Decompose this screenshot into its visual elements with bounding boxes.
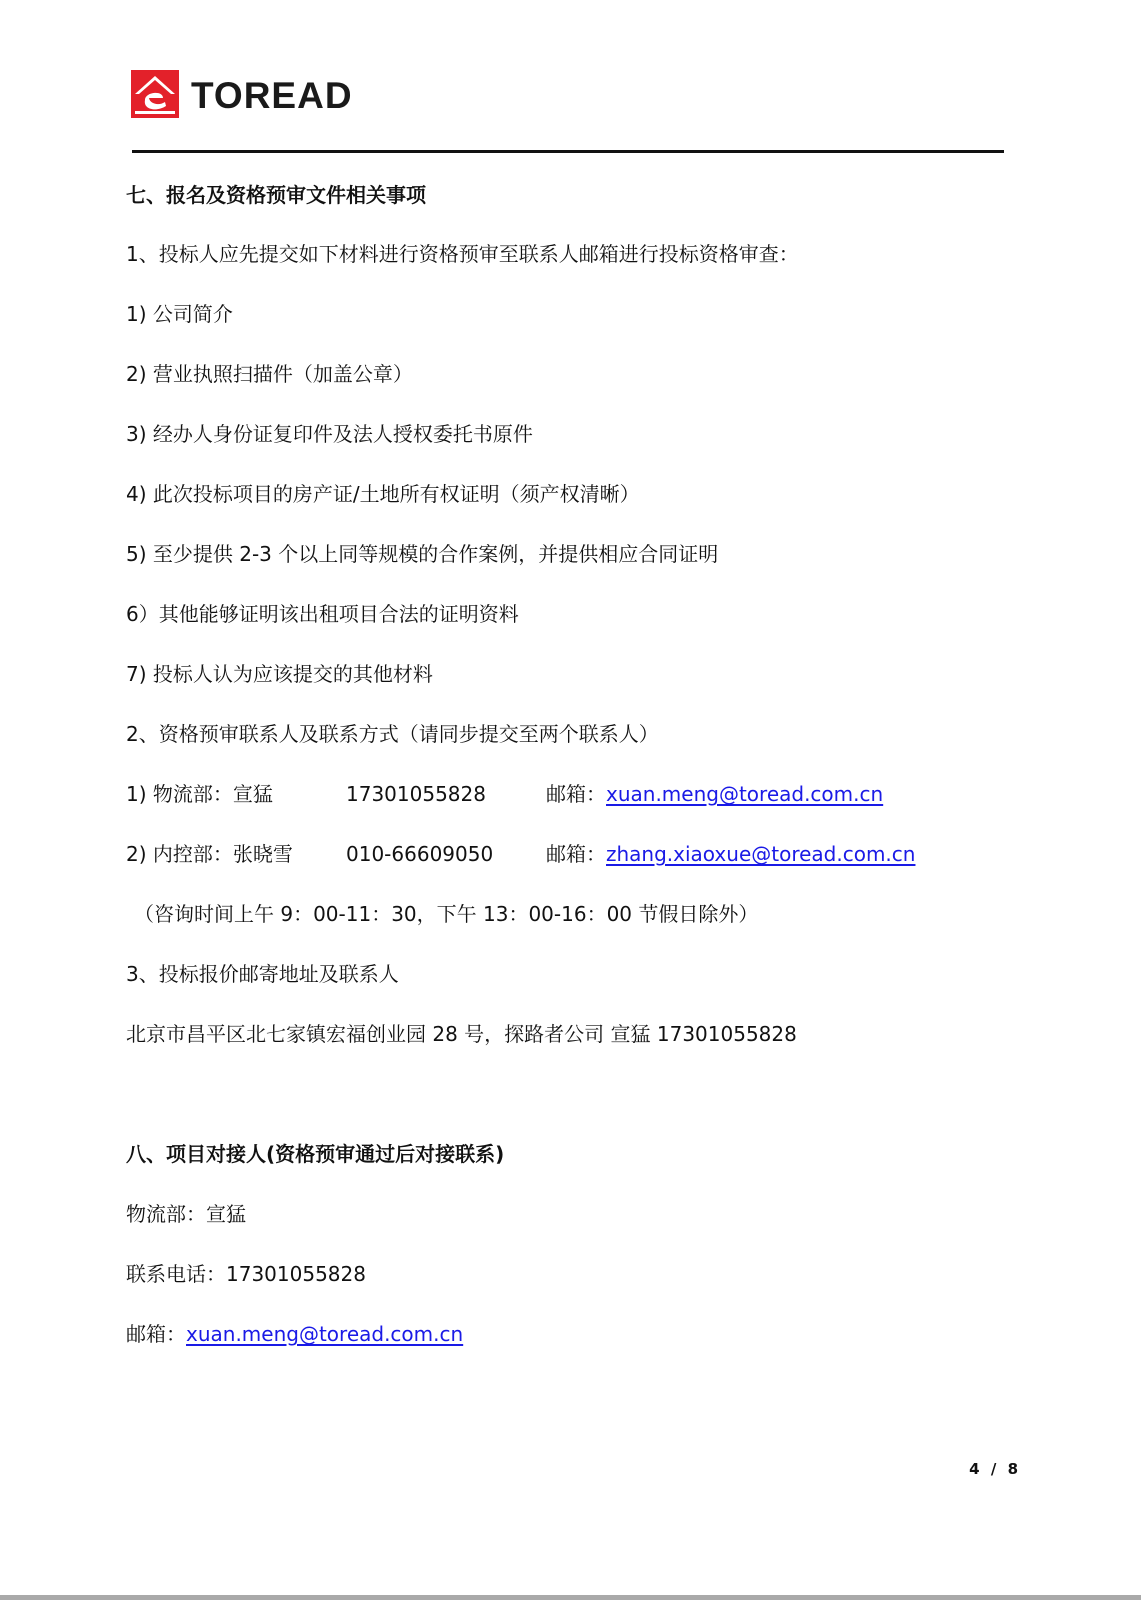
- contacts-intro: 2、资格预审联系人及联系方式（请同步提交至两个联系人）: [126, 722, 659, 746]
- viewer-bottom-bar: [0, 1595, 1141, 1600]
- page-separator: /: [990, 1460, 997, 1478]
- section7-title: 七、报名及资格预审文件相关事项: [126, 183, 426, 207]
- project-contact-email: [126, 1320, 463, 1348]
- contact-email-wrap: [546, 780, 883, 808]
- material-item: 1) 公司简介: [126, 302, 233, 326]
- contact-phone: 010-66609050: [346, 842, 494, 866]
- brand-name: TOREAD: [191, 75, 353, 116]
- project-email-label: 邮箱：: [126, 1322, 186, 1346]
- page-number: [969, 1458, 1018, 1480]
- material-item: 4) 此次投标项目的房产证/土地所有权证明（须产权清晰）: [126, 482, 640, 506]
- material-item: 5) 至少提供 2-3 个以上同等规模的合作案例，并提供相应合同证明: [126, 542, 719, 566]
- header-divider: [132, 150, 1004, 153]
- total-pages: 8: [1007, 1460, 1018, 1478]
- mailing-intro: 3、投标报价邮寄地址及联系人: [126, 962, 399, 986]
- material-item: 6）其他能够证明该出租项目合法的证明资料: [126, 602, 519, 626]
- current-page: 4: [969, 1460, 980, 1478]
- project-contact-phone: 联系电话：17301055828: [126, 1262, 366, 1286]
- material-item: 3) 经办人身份证复印件及法人授权委托书原件: [126, 422, 533, 446]
- material-item: 2) 营业执照扫描件（加盖公章）: [126, 362, 413, 386]
- project-email-link[interactable]: xuan.meng@toread.com.cn: [186, 1322, 464, 1346]
- contact-email-label: 邮箱：: [546, 782, 606, 806]
- contact-email-label: 邮箱：: [546, 842, 606, 866]
- material-item: 7) 投标人认为应该提交的其他材料: [126, 662, 433, 686]
- company-logo: [131, 70, 353, 118]
- contact-email-link[interactable]: zhang.xiaoxue@toread.com.cn: [606, 842, 916, 866]
- section8-title: 八、项目对接人(资格预审通过后对接联系): [126, 1142, 505, 1166]
- project-contact-dept: 物流部：宣猛: [126, 1202, 246, 1226]
- contact-label: 2) 内控部：张晓雪: [126, 842, 293, 866]
- mailing-address: 北京市昌平区北七家镇宏福创业园 28 号，探路者公司 宣猛 17301055828: [126, 1022, 797, 1046]
- contact-phone: 17301055828: [346, 782, 486, 806]
- contact-label: 1) 物流部：宣猛: [126, 782, 273, 806]
- consult-hours: （咨询时间上午 9：00-11：30，下午 13：00-16：00 节假日除外）: [134, 902, 759, 926]
- contact-email-link[interactable]: xuan.meng@toread.com.cn: [606, 782, 884, 806]
- toread-logo-icon: [131, 70, 179, 118]
- materials-intro: 1、投标人应先提交如下材料进行资格预审至联系人邮箱进行投标资格审查：: [126, 242, 799, 266]
- contact-email-wrap: [546, 840, 915, 868]
